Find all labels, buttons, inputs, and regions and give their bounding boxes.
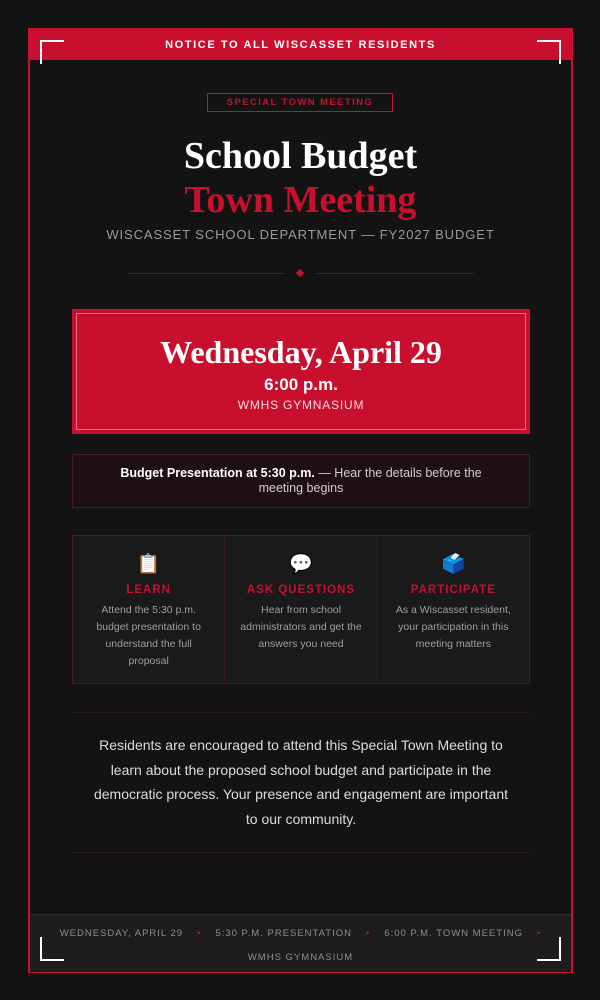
corner-top-left (40, 40, 64, 64)
info-cards (72, 535, 530, 684)
card-learn (73, 536, 224, 683)
footer-schedule (30, 928, 571, 939)
card-ask-questions (224, 536, 376, 683)
event-date-inner (76, 313, 526, 430)
card-text: Attend the 5:30 p.m. budget presentation to understand the full proposal (96, 604, 201, 667)
footer-separator-dot: • (365, 928, 371, 939)
title-line-1: School Budget (183, 135, 418, 177)
corner-bottom-right (537, 937, 561, 961)
presentation-note (72, 454, 530, 508)
divider-right (316, 273, 474, 274)
presentation-bold: Budget Presentation at 5:30 p.m. (120, 466, 315, 480)
card-title: PARTICIPATE (410, 584, 496, 596)
title-line-2: Town Meeting (184, 179, 417, 221)
card-participate (377, 536, 529, 683)
ballot-box-icon: 🗳️ (441, 554, 466, 575)
footer-item-presentation: 5:30 P.M. PRESENTATION (215, 928, 352, 939)
footer-separator-dot: • (197, 928, 202, 939)
footer-venue: WMHS GYMNASIUM (247, 952, 354, 963)
divider-left (128, 273, 286, 274)
separator-bottom (72, 852, 530, 853)
meeting-type-badge (207, 93, 393, 112)
footer-item-date: WEDNESDAY, APRIL 29 (59, 928, 184, 939)
card-title: LEARN (126, 584, 171, 596)
speech-bubble-icon: 💬 (289, 554, 313, 575)
separator-top (72, 712, 530, 713)
card-title: ASK QUESTIONS (246, 584, 356, 596)
card-text: As a Wiscasset resident, your participation in this meeting matters (395, 604, 511, 650)
corner-top-right (537, 40, 561, 64)
event-venue: WMHS GYMNASIUM (237, 398, 365, 412)
subtitle: WISCASSET SCHOOL DEPARTMENT — FY2027 BUDGET (106, 227, 495, 242)
encouragement-paragraph: Residents are encouraged to attend this Special Town Meeting to learn about the proposed school budget and participate in the democratic process. Your presence and engagement are important to our community. (93, 737, 509, 827)
event-date-box (72, 309, 530, 434)
presentation-note-text (103, 466, 499, 496)
top-banner (30, 30, 571, 60)
clipboard-icon: 📋 (136, 554, 161, 575)
card-text: Hear from school administrators and get the answers you need (240, 604, 362, 650)
badge-text: SPECIAL TOWN MEETING (226, 97, 374, 108)
footer-separator-dot: • (536, 928, 542, 939)
notice-frame (28, 28, 573, 973)
event-date: Wednesday, April 29 (160, 334, 442, 370)
footer (30, 914, 571, 972)
footer-item-meeting: 6:00 P.M. TOWN MEETING (384, 928, 523, 939)
diamond-ornament-icon (296, 269, 304, 277)
presentation-rest: — Hear the details before the meeting begins (258, 466, 482, 495)
banner-text: NOTICE TO ALL WISCASSET RESIDENTS (165, 39, 436, 51)
event-time: 6:00 p.m. (264, 375, 338, 394)
corner-bottom-left (40, 937, 64, 961)
